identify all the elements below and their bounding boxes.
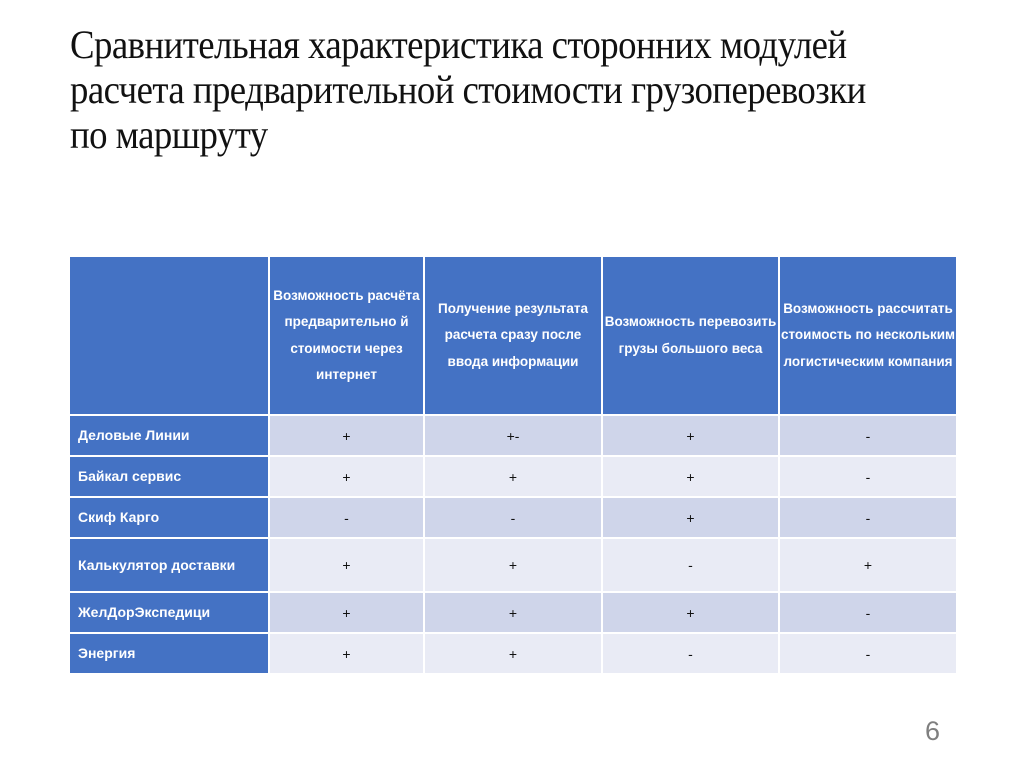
table-row <box>70 416 956 455</box>
table-cell: + <box>780 539 956 591</box>
table-cell: - <box>780 634 956 673</box>
column-header-heavy-cargo: Возможность перевозить грузы большого веса <box>603 257 778 414</box>
table-row <box>70 539 956 591</box>
table-row <box>70 498 956 537</box>
row-label: Скиф Карго <box>70 498 268 537</box>
table-cell: + <box>603 593 778 632</box>
table-header-row <box>70 257 956 414</box>
slide-title: Сравнительная характеристика сторонних модулей расчета предварительной стоимости грузоперевозки по маршруту <box>70 22 866 157</box>
table-cell: + <box>603 457 778 496</box>
row-label: Калькулятор доставки <box>70 539 268 591</box>
table-cell: + <box>270 457 423 496</box>
table-cell: - <box>780 498 956 537</box>
table-cell: - <box>780 593 956 632</box>
table-cell: + <box>270 634 423 673</box>
row-label: Энергия <box>70 634 268 673</box>
table-row <box>70 634 956 673</box>
comparison-table <box>68 255 958 675</box>
column-header-online-estimate: Возможность расчёта предварительно й стоимости через интернет <box>270 257 423 414</box>
table-header-corner <box>70 257 268 414</box>
table-cell: + <box>425 457 601 496</box>
page-number: 6 <box>925 716 941 746</box>
column-header-instant-result: Получение результата расчета сразу после ввода информации <box>425 257 601 414</box>
table-cell: - <box>425 498 601 537</box>
column-header-multi-company: Возможность рассчитать стоимость по нескольким логистическим компания <box>780 257 956 414</box>
table-cell: + <box>425 593 601 632</box>
table-cell: + <box>425 634 601 673</box>
table-cell: + <box>270 593 423 632</box>
table-cell: +- <box>425 416 601 455</box>
table-cell: + <box>270 539 423 591</box>
table-cell: + <box>270 416 423 455</box>
table-cell: - <box>603 634 778 673</box>
table-cell: - <box>780 416 956 455</box>
row-label: Деловые Линии <box>70 416 268 455</box>
table-cell: + <box>603 498 778 537</box>
table-cell: + <box>603 416 778 455</box>
table-cell: + <box>425 539 601 591</box>
row-label: ЖелДорЭкспедици <box>70 593 268 632</box>
table-row <box>70 593 956 632</box>
table-cell: - <box>270 498 423 537</box>
table-row <box>70 457 956 496</box>
row-label: Байкал сервис <box>70 457 268 496</box>
table-cell: - <box>780 457 956 496</box>
table-cell: - <box>603 539 778 591</box>
